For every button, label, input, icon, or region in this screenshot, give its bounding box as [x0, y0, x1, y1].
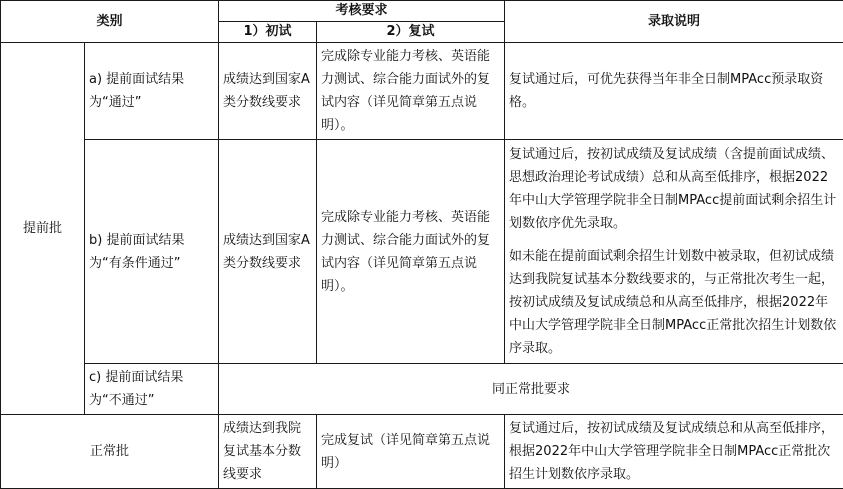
early-b-retest: 完成除专业能力考核、英语能力测试、综合能力面试外的复试内容（详见简章第五点说明）。 [317, 140, 505, 364]
regular-first-exam: 成绩达到我院复试基本分数线要求 [219, 415, 317, 489]
early-c-condition: c) 提前面试结果为“不通过” [85, 364, 219, 415]
early-b-notes-paragraph-1: 复试通过后，按初试成绩及复试成绩（含提前面试成绩、思想政治理论考试成绩）总和从高至低排序，根据2022年中山大学管理学院非全日制MPAcc提前面试剩余招生计划数依序优先录取。 [509, 143, 839, 235]
early-batch-label: 提前批 [1, 43, 85, 415]
category-header: 类别 [1, 1, 219, 43]
early-b-notes [505, 140, 843, 364]
early-b-condition: b) 提前面试结果为“有条件通过” [85, 140, 219, 364]
first-exam-header: 1）初试 [219, 22, 317, 43]
early-row-c [1, 364, 843, 415]
early-b-notes-paragraph-2: 如未能在提前面试剩余招生计划数中被录取，但初试成绩达到我院复试基本分数线要求的，与正常批次考生一起，按初试成绩及复试成绩总和从高至低排序，根据2022年中山大学管理学院非全日制MPAcc正常批次招生计划数依序录取。 [509, 245, 839, 360]
early-a-notes: 复试通过后，可优先获得当年非全日制MPAcc预录取资格。 [505, 43, 843, 140]
early-a-retest: 完成除专业能力考核、英语能力测试、综合能力面试外的复试内容（详见简章第五点说明）。 [317, 43, 505, 140]
early-a-first-exam: 成绩达到国家A类分数线要求 [219, 43, 317, 140]
regular-batch-label: 正常批 [1, 415, 219, 489]
regular-retest: 完成复试（详见简章第五点说明） [317, 415, 505, 489]
regular-row [1, 415, 843, 489]
header-row-1 [1, 1, 843, 22]
early-row-b [1, 140, 843, 364]
early-c-merged-requirement: 同正常批要求 [219, 364, 843, 415]
retest-header: 2）复试 [317, 22, 505, 43]
early-row-a [1, 43, 843, 140]
admission-notes-header: 录取说明 [505, 1, 843, 43]
regular-notes: 复试通过后，按初试成绩及复试成绩总和从高至低排序，根据2022年中山大学管理学院非全日制MPAcc正常批次招生计划数依序录取。 [505, 415, 843, 489]
early-a-condition: a) 提前面试结果为“通过” [85, 43, 219, 140]
early-b-first-exam: 成绩达到国家A类分数线要求 [219, 140, 317, 364]
exam-requirements-header: 考核要求 [219, 1, 505, 22]
